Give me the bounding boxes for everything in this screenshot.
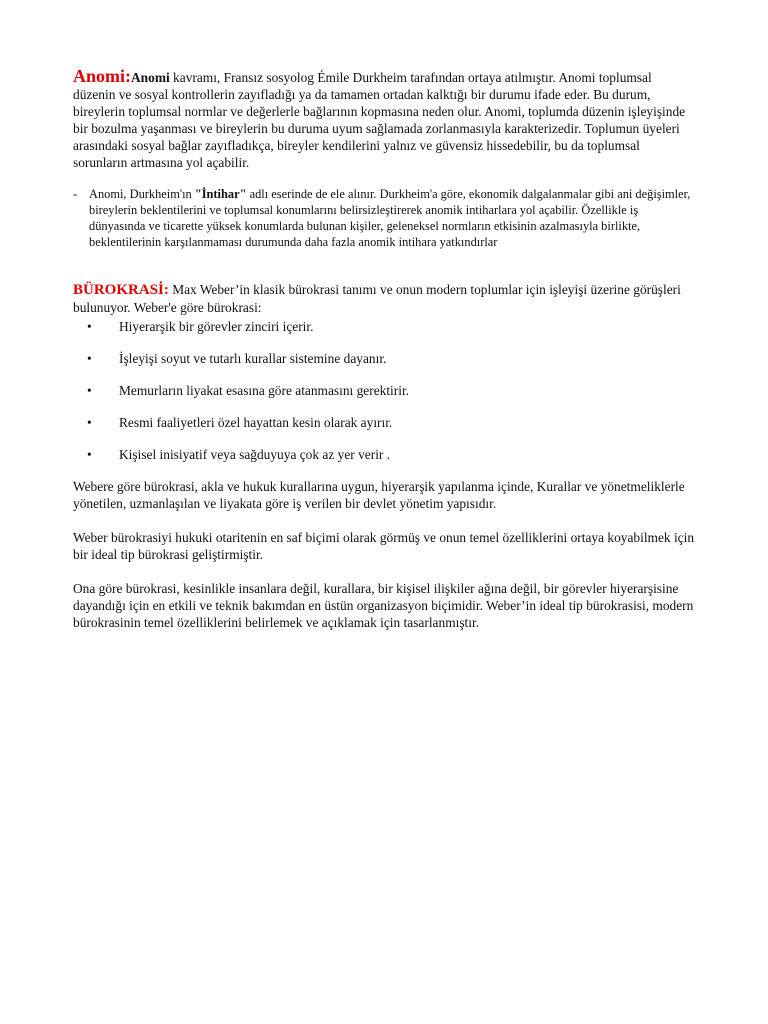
anomi-term: Anomi (131, 70, 170, 85)
burokrasi-intro (73, 281, 695, 316)
list-item-text: Hiyerarşik bir görevler zinciri içerir. (119, 319, 314, 334)
dash-text-bold: "İntihar" (194, 187, 247, 201)
bullet-marker: • (87, 447, 92, 462)
list-item-text: Kişisel inisiyatif veya sağduyuya çok az yer verir . (119, 447, 391, 462)
list-item (73, 446, 695, 463)
dash-marker: - (73, 186, 78, 201)
burokrasi-paragraph-2: Weber bürokrasiyi hukuki otaritenin en saf biçimi olarak görmüş ve onun temel özelliklerini ortaya koyabilmek için bir ideal tip bürokrasi geliştirmiştir. (73, 530, 695, 562)
bullet-marker: • (87, 415, 92, 430)
anomi-dash-item (73, 186, 695, 250)
burokrasi-intro-text: Max Weber’in klasik bürokrasi tanımı ve onun modern toplumlar için işleyişi üzerine görüşleri bulunuyor. Weber'e göre bürokrasi: (73, 282, 681, 315)
list-item (73, 318, 695, 335)
list-item (73, 382, 695, 399)
dash-text-before: Anomi, Durkheim'ın (89, 187, 195, 201)
burokrasi-bullet-list (73, 318, 695, 463)
anomi-dash-text (89, 186, 695, 250)
dash-text-after: adlı eserinde de ele alınır. Durkheim'a göre, ekonomik dalgalanmalar gibi ani değişimler, bireylerin beklentilerini ve toplumsal konumlarını belirsizleştirerek anomik intiharlara yol açabilir. Özellikle iş dünyasında ve ticarette yüksek konumlarda bulunan kişiler, geleneksel normların etkisinin azalmasıyla birlikte, beklentilerinin karşılanmaması durumunda daha fazla anomik intihara yatkındırlar (89, 187, 691, 249)
burokrasi-heading: BÜROKRASİ: (73, 282, 169, 298)
list-item (73, 350, 695, 367)
burokrasi-paragraph-1: Webere göre bürokrasi, akla ve hukuk kurallarına uygun, hiyerarşik yapılanma içinde, Kurallar ve yönetmeliklerle yönetilen, uzmanlaşılan ve liyakata göre iş verilen bir devlet yönetim yapısıdır. (73, 479, 685, 511)
list-item (73, 414, 695, 431)
list-item-text: İşleyişi soyut ve tutarlı kurallar sistemine dayanır. (119, 351, 387, 366)
bullet-marker: • (87, 383, 92, 398)
list-item-text: Memurların liyakat esasına göre atanmasını gerektirir. (119, 383, 410, 398)
anomi-paragraph (73, 68, 695, 171)
burokrasi-paragraph-3: Ona göre bürokrasi, kesinlikle insanlara değil, kurallara, bir kişisel ilişkiler ağına değil, bir görevler hiyerarşisine dayandığı için en etkili ve teknik bakımdan en üstün organizasyon biçimidir. Weber’in ideal tip bürokrasisi, modern bürokrasinin temel özelliklerini belirlemek ve açıklamak için tasarlanmıştır. (73, 581, 694, 630)
list-item-text: Resmi faaliyetleri özel hayattan kesin olarak ayırır. (119, 415, 393, 430)
document-page (73, 68, 695, 631)
bullet-marker: • (87, 351, 92, 366)
anomi-heading: Anomi: (73, 66, 131, 86)
bullet-marker: • (87, 319, 92, 334)
anomi-body: kavramı, Fransız sosyolog Émile Durkheim tarafından ortaya atılmıştır. Anomi toplumsal düzenin ve sosyal kontrollerin zayıfladığı ya da tamamen ortadan kalktığı bir durumu ifade eder. Bu durum, bireylerin toplumsal normlar ve değerlerle bağlarının kopmasına neden olur. Anomi, toplumda düzenin işleyişinde bir bozulma yaşanması ve bireylerin bu duruma uyum sağlamada zorlanmasıyla karakterizedir. Toplumun üyeleri arasındaki sosyal bağlar zayıfladıkça, bireyler kendilerini yalnız ve güvensiz hissedebilir, bu da toplumsal sorunların artmasına yol açabilir. (73, 70, 686, 170)
